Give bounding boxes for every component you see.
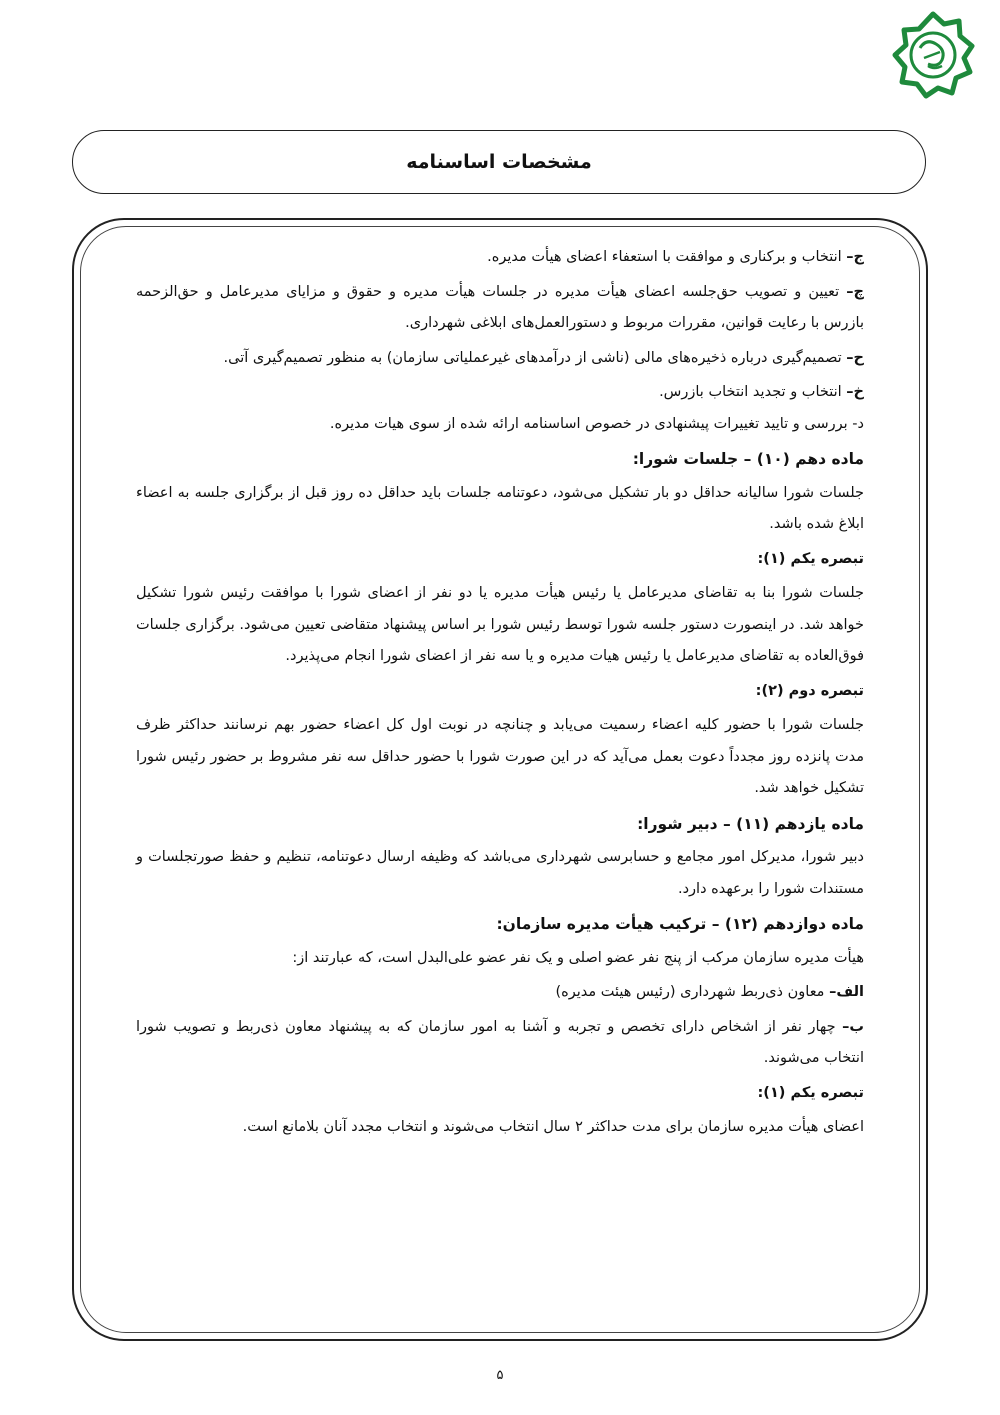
article-10-note1-text: جلسات شورا بنا به تقاضای مدیرعامل یا رئیس هیأت مدیره یا دو نفر از اعضای شورا با موافقت رئیس شورا تشکیل خواهد شد. در اینصورت دستور جلسه شورا توسط رئیس شورا بر اساس پیشنهاد متقاضی تعیین می‌شود. برگزاری جلسات فوق‌العاده به تقاضای مدیرعامل یا رئیس هیات مدیره و یا سه نفر از اعضای شورا انجام می‌پذیرد. <box>136 585 864 664</box>
item-text: معاون ذی‌ربط شهرداری (رئیس هیئت مدیره) <box>555 984 830 1000</box>
article-10-note2-label: تبصره دوم (۲): <box>755 682 864 699</box>
page-number: ۵ <box>496 1368 504 1383</box>
item-letter: ب– <box>842 1018 864 1035</box>
item-letter: الف– <box>829 984 864 1000</box>
item-text: تعیین و تصویب حق‌جلسه اعضای هیأت مدیره در جلسات هیأت مدیره و حقوق و مزایای مدیرعامل و حق‌الزحمه بازرس با رعایت قوانین، مقررات مربوط و دستورالعمل‌های ابلاغی شهرداری. <box>136 283 864 331</box>
article-12-note1-label: تبصره یکم (۱): <box>757 1084 864 1101</box>
list-item <box>136 409 864 441</box>
title-box <box>72 130 926 194</box>
list-item <box>136 277 864 340</box>
article-10-heading: ماده دهم (۱۰) – جلسات شورا: <box>632 450 864 468</box>
page-title: مشخصات اساسنامه <box>406 151 592 173</box>
article-10-body: جلسات شورا سالیانه حداقل دو بار تشکیل می‌شود، دعوتنامه جلسات باید حداقل ده روز قبل از برگزاری جلسه به اعضاء ابلاغ شده باشد. <box>136 484 864 532</box>
article-11-heading: ماده یازدهم (۱۱) – دبیر شورا: <box>637 814 864 833</box>
article-10-note1-label: تبصره یکم (۱): <box>757 550 864 567</box>
item-text: د- بررسی و تایید تغییرات پیشنهادی در خصوص اساسنامه ارائه شده از سوی هیات مدیره. <box>329 415 864 432</box>
item-text: تصمیم‌گیری درباره ذخیره‌های مالی (ناشی از درآمدهای غیرعملیاتی سازمان) به منظور تصمیم‌گیری آتی. <box>223 349 847 366</box>
article-11-body: دبیر شورا، مدیرکل امور مجامع و حسابرسی شهرداری می‌باشد که وظیفه ارسال دعوتنامه، تنظیم و حفظ صورتجلسات و مستندات شورا را برعهده دارد. <box>136 849 864 897</box>
tehran-municipality-logo-icon <box>890 8 976 100</box>
item-letter: ح– <box>846 349 864 366</box>
article-10-note2-text: جلسات شورا با حضور کلیه اعضاء رسمیت می‌یابد و چنانچه در نوبت اول کل اعضاء حضور بهم نرسانند حداکثر ظرف مدت پانزده روز مجدداً دعوت بعمل می‌آید که در این صورت شورا با حضور حداقل سه نفر مشروط بر حضور رئیس شورا تشکیل خواهد شد. <box>136 717 864 796</box>
article-12-heading: ماده دوازدهم (۱۲) – ترکیب هیأت مدیره سازمان: <box>496 915 864 933</box>
article-12-body: هیأت مدیره سازمان مرکب از پنج نفر عضو اصلی و یک نفر عضو علی‌البدل است، که عبارتند از: <box>292 949 864 966</box>
item-letter: خ– <box>846 384 864 400</box>
item-text: انتخاب و برکناری و موافقت با استعفاء اعضای هیأت مدیره. <box>487 249 847 265</box>
item-letter: چ– <box>846 283 864 300</box>
list-item <box>136 1012 864 1075</box>
list-item <box>136 242 864 274</box>
list-item <box>136 977 864 1009</box>
list-item <box>136 377 864 409</box>
document-body <box>136 242 864 1147</box>
item-text: چهار نفر از اشخاص دارای تخصص و تجربه و آشنا به امور سازمان که به پیشنهاد معاون ذی‌ربط و تصویب شورا انتخاب می‌شوند. <box>136 1018 864 1066</box>
item-text: انتخاب و تجدید انتخاب بازرس. <box>659 384 847 400</box>
article-12-note1-text: اعضای هیأت مدیره سازمان برای مدت حداکثر ۲ سال انتخاب می‌شوند و انتخاب مجدد آنان بلامانع است. <box>242 1119 864 1135</box>
list-item <box>136 343 864 375</box>
item-letter: ج– <box>846 249 864 265</box>
